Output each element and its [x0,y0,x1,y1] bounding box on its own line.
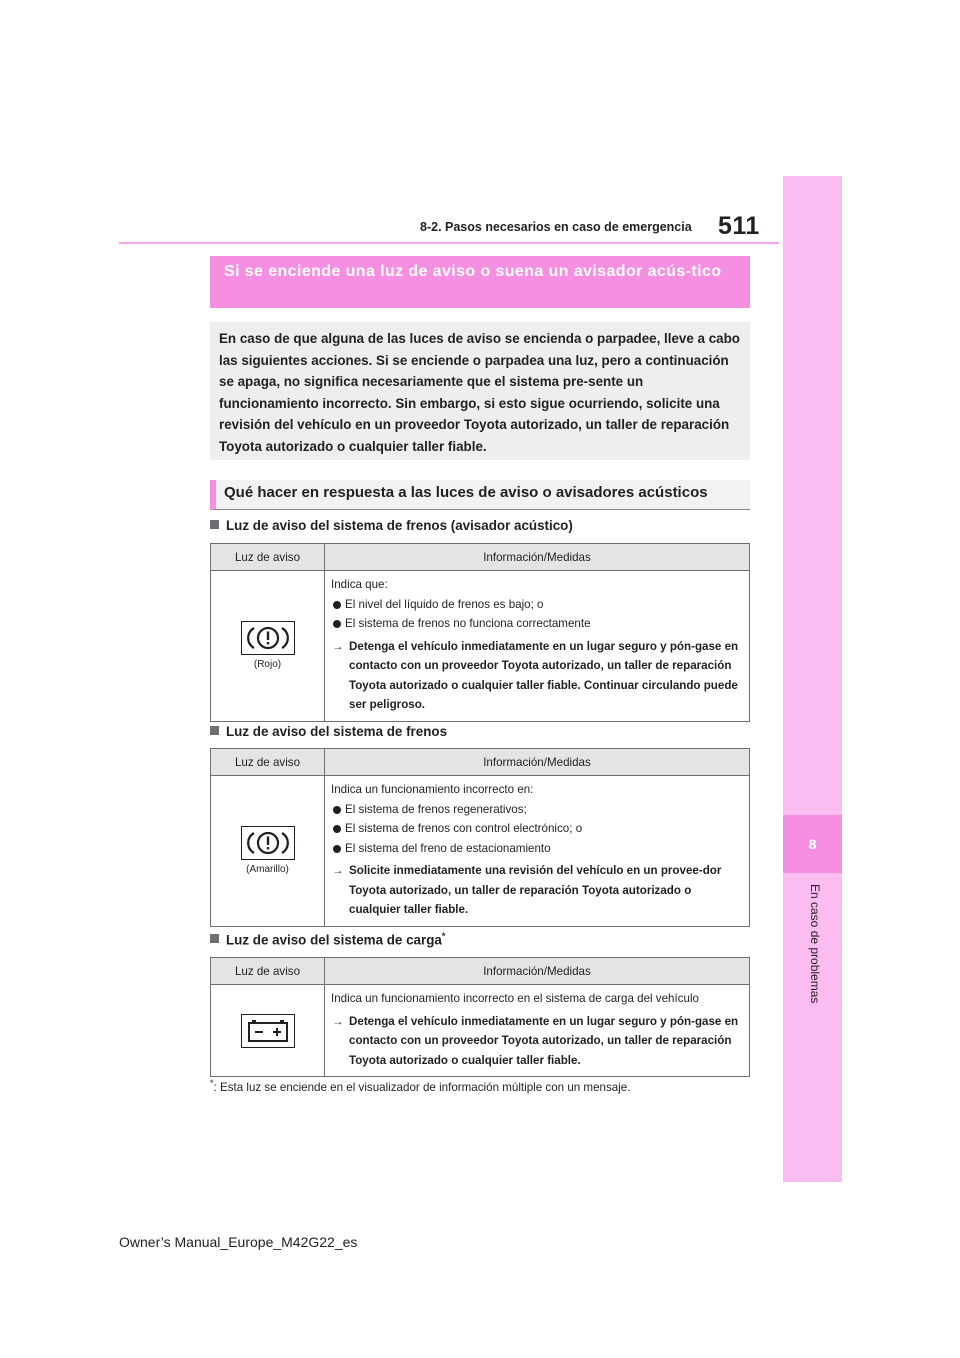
col-header-info: Información/Medidas [325,544,750,571]
lamp-color-caption: (Rojo) [253,659,282,671]
list-item: El nivel del líquido de frenos es bajo; o [331,595,743,615]
footnote-mark: * [441,931,446,941]
square-bullet-icon [210,520,219,529]
info-intro: Indica un funcionamiento incorrecto en el sistema de carga del vehículo [331,992,699,1005]
section-title: 8-2. Pasos necesarios en caso de emergencia [420,220,692,234]
footer-doc-id: Owner’s Manual_Europe_M42G22_es [119,1234,358,1250]
brake-warning-icon [241,826,295,860]
action-instruction: → Detenga el vehículo inmediatamente en un lugar seguro y pón-gase en contacto con un proveedor Toyota autorizado, un taller de reparación Toyota autorizado o cualquier taller fiable. Continuar circulando puede ser peligroso. [331,637,743,715]
warning-table-brake-yellow [210,748,750,927]
info-intro: Indica que: [331,578,388,591]
brake-warning-icon [241,621,295,655]
col-header-light: Luz de aviso [211,958,325,985]
warning-table-brake-red [210,543,750,722]
page-number: 511 [718,212,760,240]
square-bullet-icon [210,934,219,943]
warning-table-charging [210,957,750,1077]
section-heading: Qué hacer en respuesta a las luces de aviso o avisadores acústicos [210,480,750,510]
list-item: El sistema del freno de estacionamiento [331,839,743,859]
chapter-label: En caso de problemas [808,884,822,1004]
footnote: *: Esta luz se enciende en el visualizador de información múltiple con un mensaje. [210,1078,631,1094]
list-item: El sistema de frenos con control electrónico; o [331,819,743,839]
info-intro: Indica un funcionamiento incorrecto en: [331,783,534,796]
header-rule [119,242,779,244]
action-instruction: → Solicite inmediatamente una revisión del vehículo en un provee-dor Toyota autorizado, un taller de reparación Toyota autorizado o cualquier taller fiable. [331,861,743,920]
lamp-color-caption: (Amarillo) [246,864,289,876]
list-item: El sistema de frenos no funciona correctamente [331,614,743,634]
col-header-light: Luz de aviso [211,544,325,571]
col-header-info: Información/Medidas [325,749,750,776]
subhead-brake: Luz de aviso del sistema de frenos [210,724,447,739]
chapter-number: 8 [783,815,842,873]
square-bullet-icon [210,726,219,735]
list-item: El sistema de frenos regenerativos; [331,800,743,820]
topic-title: Si se enciende una luz de aviso o suena un avisador acús-tico [210,256,750,308]
subhead-brake-audible: Luz de aviso del sistema de frenos (avisador acústico) [210,518,573,533]
col-header-info: Información/Medidas [325,958,750,985]
col-header-light: Luz de aviso [211,749,325,776]
battery-icon [241,1014,295,1048]
intro-paragraph: En caso de que alguna de las luces de aviso se encienda o parpadee, lleve a cabo las siguientes acciones. Si se enciende o parpadea una luz, pero a continuación se apaga, no significa necesariamente que el sistema pre-sente un funcionamiento incorrecto. Sin embargo, si esto sigue ocurriendo, solicite una revisión del vehículo en un proveedor Toyota autorizado, un taller de reparación Toyota autorizado o cualquier taller fiable. [210,322,750,460]
subhead-charging: Luz de aviso del sistema de carga* [210,931,445,947]
action-instruction: → Detenga el vehículo inmediatamente en un lugar seguro y pón-gase en contacto con un proveedor Toyota autorizado, un taller de reparación Toyota autorizado o cualquier taller fiable. [331,1012,743,1071]
